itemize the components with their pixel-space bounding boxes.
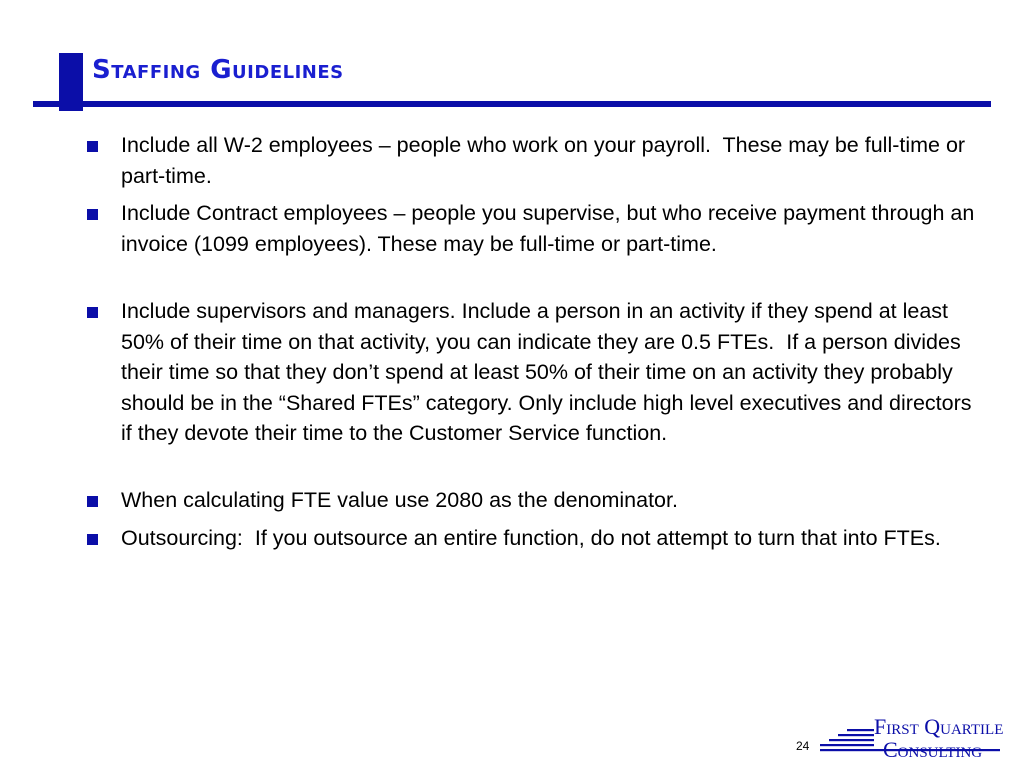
title-underline <box>33 101 991 107</box>
bullet-text: Include Contract employees – people you supervise, but who receive payment through an invoice (1099 employees). These may be full-time or part-time. <box>121 201 981 256</box>
bullet-text: Include all W-2 employees – people who work on your payroll. These may be full-time or part-time. <box>121 133 972 188</box>
page-number: 24 <box>796 739 810 753</box>
logo-line2: Consulting <box>883 737 983 762</box>
logo-line1: First Quartile <box>874 714 1004 739</box>
square-bullet-icon <box>87 209 98 220</box>
company-logo <box>820 712 1020 762</box>
square-bullet-icon <box>87 141 98 152</box>
square-bullet-icon <box>87 534 98 545</box>
square-bullet-icon <box>87 496 98 507</box>
bullet-text: When calculating FTE value use 2080 as the denominator. <box>121 488 678 512</box>
bullet-text: Outsourcing: If you outsource an entire function, do not attempt to turn that into FTEs. <box>121 526 941 550</box>
square-bullet-icon <box>87 307 98 318</box>
slide-title: Staffing Guidelines <box>92 55 344 85</box>
bullet-text: Include supervisors and managers. Include a person in an activity if they spend at least 50% of their time on that activity, you can indicate they are 0.5 FTEs. If a person divides their time so that they don’t spend at least 50% of their time on an activity they probably should be in the “Shared FTEs” category. Only include high level executives and directors if they devote their time to the Customer Service function. <box>121 299 978 445</box>
